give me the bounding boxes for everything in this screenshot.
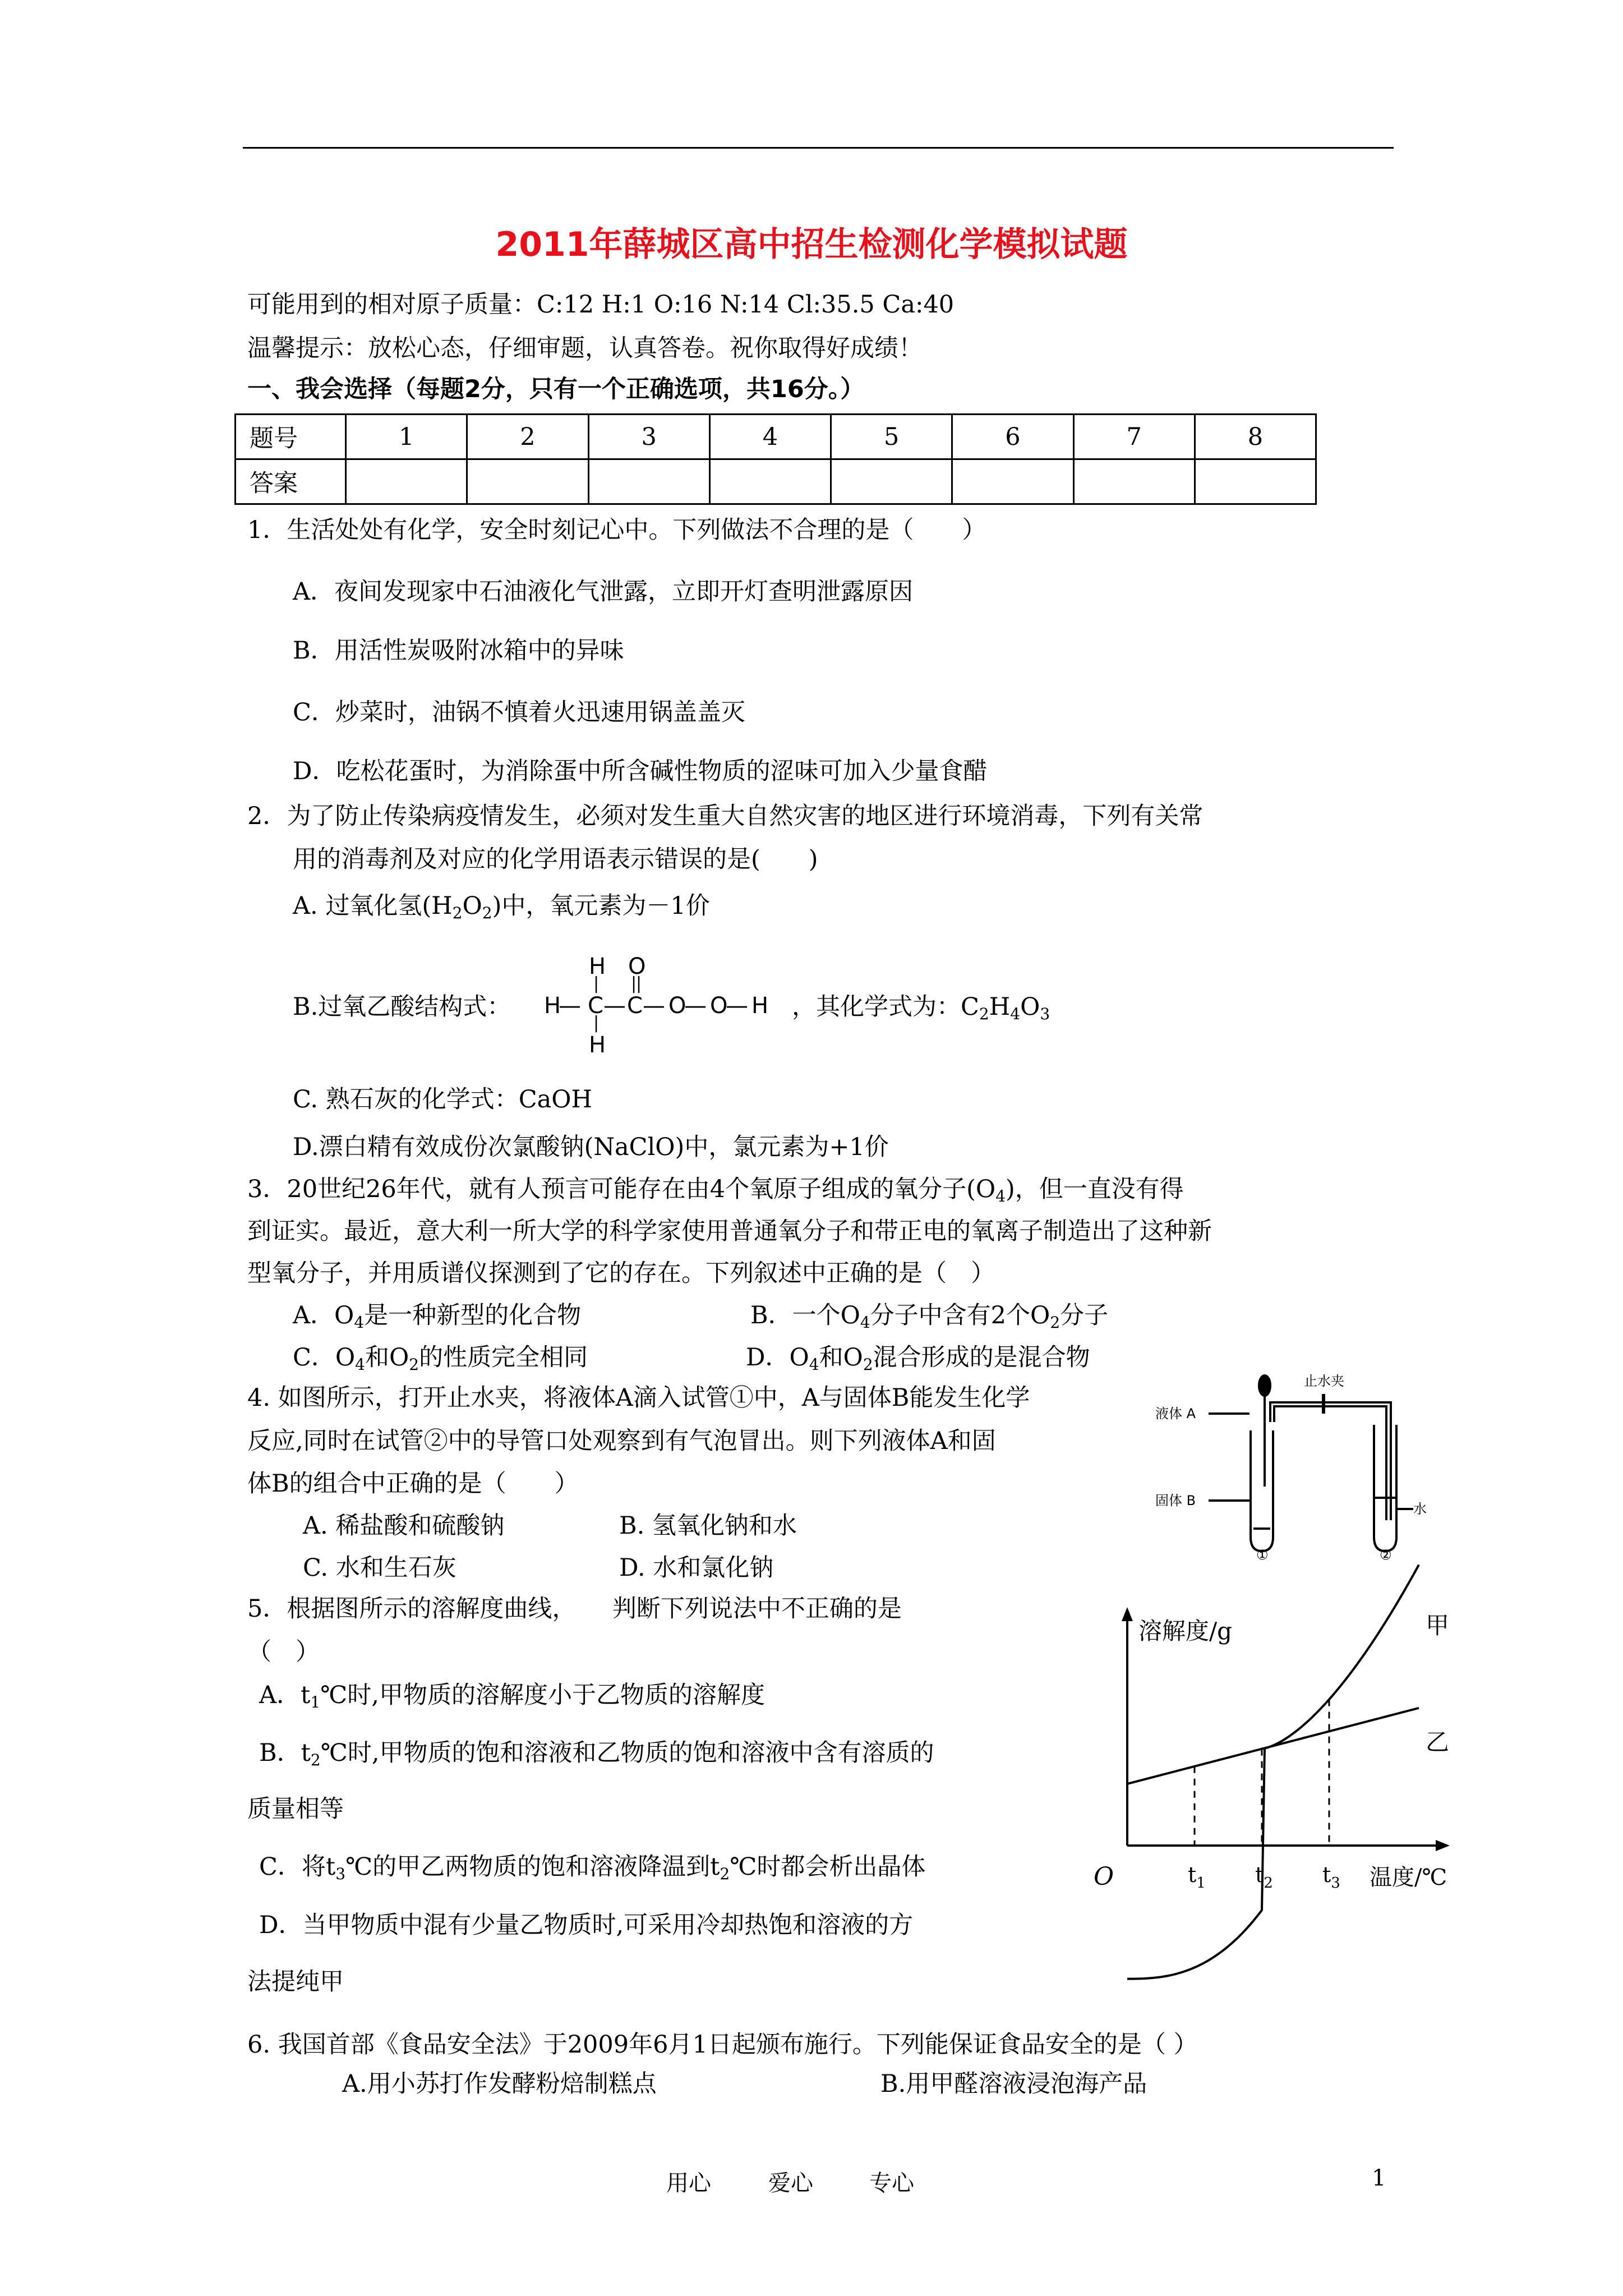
text: C．将t xyxy=(259,1853,336,1881)
bond: — xyxy=(603,993,626,1019)
table-cell: 6 xyxy=(952,415,1073,459)
solubility-chart xyxy=(1077,1588,1469,1902)
q3-option-b xyxy=(750,1301,1108,1331)
q5-option-b-line1 xyxy=(259,1739,934,1768)
text: O xyxy=(1020,993,1040,1021)
q3-option-a xyxy=(293,1301,581,1331)
liquid-a-label: 液体 A xyxy=(1155,1406,1196,1421)
tick-base: t xyxy=(1322,1862,1331,1887)
q5-stem-line2: （ ） xyxy=(247,1638,320,1666)
bond: | xyxy=(636,974,642,993)
answer-table xyxy=(234,413,1317,505)
tip-text: 温馨提示：放松心态，仔细审题，认真答卷。祝你取得好成绩！ xyxy=(247,334,923,362)
q1-stem: 1．生活处处有化学，安全时刻记心中。下列做法不合理的是（ ） xyxy=(247,516,986,544)
atomic-masses: 可能用到的相对原子质量：C:12 H:1 O:16 N:14 Cl:35.5 Ca:40 xyxy=(247,291,955,319)
answer-cell[interactable] xyxy=(588,459,709,504)
q2-option-c: C. 熟石灰的化学式：CaOH xyxy=(293,1085,592,1114)
subscript: 3 xyxy=(1040,1005,1050,1023)
q3-stem-line3: 型氧分子，并用质谱仪探测到了它的存在。下列叙述中正确的是（ ） xyxy=(247,1259,995,1287)
atom-c: C xyxy=(588,993,603,1019)
tick-sub: 3 xyxy=(1331,1875,1340,1892)
q6-stem: 6. 我国首部《食品安全法》于2009年6月1日起颁布施行。下列能保证食品安全的是（ ） xyxy=(247,2031,1198,2059)
q1-option-c: C．炒菜时，油锅不慎着火迅速用锅盖盖灭 xyxy=(293,698,745,726)
tick-label-t1 xyxy=(1188,1862,1206,1892)
atom-h: H xyxy=(544,993,561,1019)
atom-o: O xyxy=(628,954,646,979)
table-cell: 7 xyxy=(1073,415,1195,459)
subscript: 4 xyxy=(809,1355,819,1374)
text: 是一种新型的化合物 xyxy=(364,1301,582,1329)
q2-stem-line2: 用的消毒剂及对应的化学用语表示错误的是( ) xyxy=(293,845,818,873)
water-label: 水 xyxy=(1413,1501,1427,1517)
bond: — xyxy=(684,993,707,1019)
answer-cell[interactable] xyxy=(467,459,588,504)
apparatus-figure xyxy=(1155,1369,1427,1563)
text: ℃的甲乙两物质的饱和溶液降温到t xyxy=(345,1853,720,1881)
subscript: 2 xyxy=(863,1355,873,1374)
text: ℃时,甲物质的饱和溶液和乙物质的饱和溶液中含有溶质的 xyxy=(320,1739,934,1767)
subscript: 4 xyxy=(995,1187,1006,1205)
answer-cell[interactable] xyxy=(709,459,831,504)
q6-option-a: A.用小苏打作发酵粉焙制糕点 xyxy=(342,2070,657,2098)
q4-option-d: D. 水和氯化钠 xyxy=(619,1554,774,1582)
subscript: 2 xyxy=(1050,1313,1061,1332)
atom-c: C xyxy=(627,993,643,1019)
q5-option-c xyxy=(259,1853,925,1882)
text: 分子中含有2个O xyxy=(870,1301,1050,1329)
bond: — xyxy=(726,993,748,1019)
text: 和O xyxy=(819,1343,863,1372)
tick-base: t xyxy=(1188,1862,1197,1887)
text: B．t xyxy=(259,1739,311,1767)
text: A. 过氧化氢(H xyxy=(293,892,453,920)
tick-base: t xyxy=(1255,1862,1264,1887)
q2-option-a xyxy=(293,892,710,921)
section-heading: 一、我会选择（每题2分，只有一个正确选项，共16分。） xyxy=(247,375,865,403)
atom-o: O xyxy=(668,993,686,1019)
text: )，但一直没有得 xyxy=(1006,1175,1184,1203)
q4-option-b: B. 氢氧化钠和水 xyxy=(619,1512,797,1540)
answer-cell[interactable] xyxy=(1195,459,1316,504)
q1-option-a: A．夜间发现家中石油液化气泄露，立即开灯查明泄露原因 xyxy=(293,578,914,606)
q3-stem-line2: 到证实。最近，意大利一所大学的科学家使用普通氧分子和带正电的氧离子制造出了这种新 xyxy=(247,1217,1212,1245)
clamp-label: 止水夹 xyxy=(1304,1373,1344,1389)
table-row xyxy=(236,415,1316,459)
q3-option-d xyxy=(746,1343,1090,1373)
text: H xyxy=(989,993,1011,1021)
peracetic-acid-structure xyxy=(544,954,791,1066)
q3-stem-line1 xyxy=(247,1175,1184,1204)
table-cell: 8 xyxy=(1195,415,1316,459)
series-jia-label: 甲 xyxy=(1426,1612,1450,1639)
footer-motto-2: 爱心 xyxy=(768,2170,813,2196)
y-axis-label: 溶解度/g xyxy=(1138,1617,1233,1645)
answer-cell[interactable] xyxy=(831,459,952,504)
q1-option-b: B．用活性炭吸附冰箱中的异味 xyxy=(293,637,624,665)
text: A．O xyxy=(293,1301,354,1329)
tick-label-t3 xyxy=(1322,1862,1340,1892)
bond: | xyxy=(593,1013,600,1033)
text: D．O xyxy=(746,1343,809,1372)
header-rule xyxy=(243,147,1394,149)
atom-h: H xyxy=(589,954,606,979)
tube2-label: ② xyxy=(1380,1547,1392,1563)
table-cell: 题号 xyxy=(236,415,346,459)
answer-cell[interactable] xyxy=(1073,459,1195,504)
series-yi-label: 乙 xyxy=(1426,1728,1450,1756)
answer-cell[interactable] xyxy=(346,459,467,504)
bond: — xyxy=(559,993,581,1019)
subscript: 2 xyxy=(482,904,492,922)
text: B．一个O xyxy=(750,1301,860,1329)
q6-option-b: B.用甲醛溶液浸泡海产品 xyxy=(880,2070,1147,2098)
q5-option-d-line2: 法提纯甲 xyxy=(247,1968,344,1996)
x-axis-label: 温度/℃ xyxy=(1370,1865,1447,1890)
subscript: 4 xyxy=(355,1355,365,1374)
subscript: 4 xyxy=(1010,1005,1021,1023)
table-cell: 2 xyxy=(467,415,588,459)
series-yi-line xyxy=(1127,1708,1419,1784)
x-axis-arrow xyxy=(1436,1840,1450,1851)
page-number: 1 xyxy=(1372,2165,1386,2191)
tick-label-t2 xyxy=(1255,1862,1273,1892)
footer-motto-1: 用心 xyxy=(666,2170,711,2196)
tick-sub: 2 xyxy=(1264,1875,1273,1892)
q1-option-d: D．吃松花蛋时，为消除蛋中所含碱性物质的涩味可加入少量食醋 xyxy=(293,757,988,785)
text: 3．20世纪26年代，就有人预言可能存在由4个氧原子组成的氧分子(O xyxy=(247,1175,996,1203)
subscript: 2 xyxy=(409,1355,419,1374)
atom-h: H xyxy=(589,1032,606,1058)
text: )中，氧元素为－1价 xyxy=(492,892,710,920)
q4-option-a: A. 稀盐酸和硫酸钠 xyxy=(303,1512,505,1540)
subscript: 2 xyxy=(720,1865,730,1883)
q4-stem-line2: 反应,同时在试管②中的导管口处观察到有气泡冒出。则下列液体A和固 xyxy=(247,1427,996,1455)
table-cell: 3 xyxy=(588,415,709,459)
subscript: 2 xyxy=(452,904,463,922)
text: 和O xyxy=(365,1343,409,1372)
q4-stem-line3: 体B的组合中正确的是（ ） xyxy=(247,1470,579,1498)
subscript: 1 xyxy=(310,1693,321,1711)
y-axis-arrow xyxy=(1122,1607,1133,1621)
text: A．t xyxy=(259,1681,311,1709)
footer-motto-3: 专心 xyxy=(869,2170,914,2196)
origin-label: O xyxy=(1094,1862,1114,1891)
subscript: 2 xyxy=(310,1751,321,1769)
q5-option-b-line2: 质量相等 xyxy=(247,1795,344,1823)
bond: | xyxy=(593,974,600,993)
bond: | xyxy=(631,974,637,993)
subscript: 4 xyxy=(860,1313,870,1332)
subscript: 2 xyxy=(979,1005,989,1023)
answer-cell[interactable] xyxy=(952,459,1073,504)
table-cell: 答案 xyxy=(236,459,346,504)
page-title: 2011年薛城区高中招生检测化学模拟试题 xyxy=(495,225,1128,264)
text: C．O xyxy=(293,1343,356,1372)
q4-option-c: C. 水和生石灰 xyxy=(303,1554,457,1582)
text: 的性质完全相同 xyxy=(419,1343,588,1372)
text: 分子 xyxy=(1060,1301,1109,1329)
q2-stem-line1: 2．为了防止传染病疫情发生，必须对发生重大自然灾害的地区进行环境消毒，下列有关常 xyxy=(247,802,1204,830)
bond: — xyxy=(643,993,665,1019)
q2-option-b-label: B.过氧乙酸结构式： xyxy=(293,993,511,1021)
atom-o: O xyxy=(710,993,728,1019)
text: O xyxy=(462,892,482,920)
q4-stem-line1: 4. 如图所示，打开止水夹，将液体A滴入试管①中，A与固体B能发生化学 xyxy=(247,1384,1030,1412)
solid-b-label: 固体 B xyxy=(1155,1493,1196,1508)
subscript: 3 xyxy=(335,1865,346,1883)
text: ℃时,甲物质的溶解度小于乙物质的溶解度 xyxy=(320,1681,765,1709)
q5-option-a xyxy=(259,1681,765,1710)
q5-stem-line1: 5．根据图所示的溶解度曲线， 判断下列说法中不正确的是 xyxy=(247,1595,902,1623)
tube1-label: ① xyxy=(1256,1547,1269,1563)
q3-option-c xyxy=(293,1343,588,1373)
table-cell: 5 xyxy=(831,415,952,459)
table-row xyxy=(236,459,1316,504)
q2-option-b-formula xyxy=(792,993,1050,1022)
subscript: 4 xyxy=(354,1313,365,1332)
table-cell: 1 xyxy=(346,415,467,459)
tick-sub: 1 xyxy=(1196,1875,1206,1892)
text: ，其化学式为：C xyxy=(792,993,979,1021)
text: ℃时都会析出晶体 xyxy=(730,1853,926,1881)
q2-option-d: D.漂白精有效成份次氯酸钠(NaClO)中，氯元素为+1价 xyxy=(293,1133,889,1161)
table-cell: 4 xyxy=(709,415,831,459)
q5-option-d-line1: D．当甲物质中混有少量乙物质时,可采用冷却热饱和溶液的方 xyxy=(259,1911,914,1939)
text: 混合形成的是混合物 xyxy=(873,1343,1090,1372)
atom-h: H xyxy=(751,993,769,1019)
